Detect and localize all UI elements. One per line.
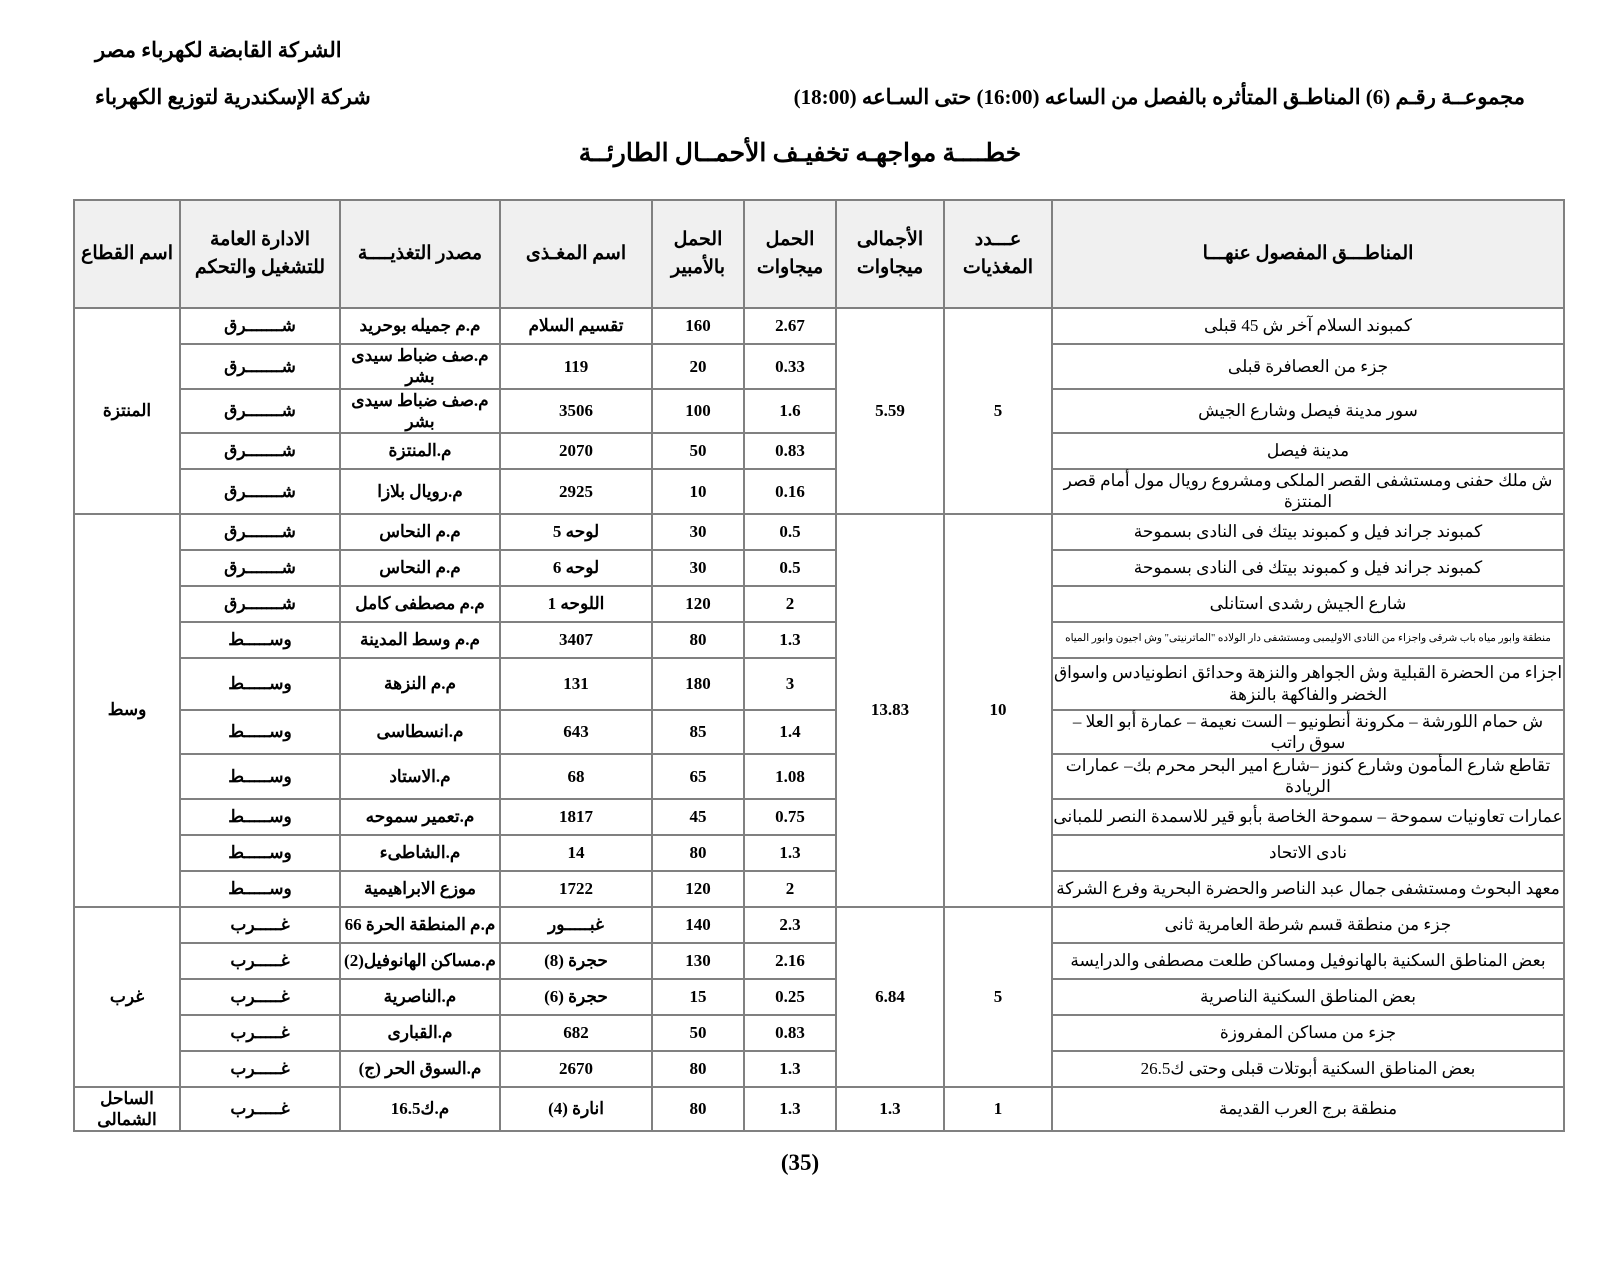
cell-source: م.م جميله بوحريد <box>340 308 500 344</box>
cell-feeder-name: 2670 <box>500 1051 652 1087</box>
cell-load-amp: 180 <box>652 658 744 710</box>
cell-areas: جزء من العصافرة قبلى <box>1052 344 1564 389</box>
cell-load-amp: 45 <box>652 799 744 835</box>
cell-load-amp: 30 <box>652 514 744 550</box>
cell-source: م.انسطاسى <box>340 710 500 755</box>
cell-areas: بعض المناطق السكنية الناصرية <box>1052 979 1564 1015</box>
cell-total-mw: 5.59 <box>836 308 944 514</box>
col-header-load-mw-l1: الحمل <box>765 229 815 251</box>
company-holding-name: الشركة القابضة لكهرباء مصر <box>95 38 342 62</box>
header-line-group <box>0 85 1600 110</box>
cell-load-mw: 0.5 <box>744 514 836 550</box>
table-row <box>74 943 1564 979</box>
cell-areas: منطقة وابور مياه باب شرقى واجزاء من النادى الاوليمبى ومستشفى دار الولاده "الماترنيتى" وش اجيون وابور المياه <box>1052 622 1564 658</box>
cell-admin: غـــــرب <box>180 907 340 943</box>
col-header-sector-label: اسم القطاع <box>81 243 173 265</box>
cell-admin: وســـــط <box>180 799 340 835</box>
table-row <box>74 389 1564 434</box>
cell-load-amp: 120 <box>652 586 744 622</box>
col-header-feeder-name <box>500 200 652 308</box>
cell-feeder-name: 1817 <box>500 799 652 835</box>
cell-load-mw: 3 <box>744 658 836 710</box>
cell-feeder-name: تقسيم السلام <box>500 308 652 344</box>
cell-feeder-name: انارة (4) <box>500 1087 652 1132</box>
cell-source: م.تعمير سموحه <box>340 799 500 835</box>
document-page <box>0 38 1600 1274</box>
cell-areas: كمبوند جراند فيل و كمبوند بيتك فى النادى بسموحة <box>1052 550 1564 586</box>
cell-load-mw: 1.3 <box>744 835 836 871</box>
table-row <box>74 835 1564 871</box>
cell-load-amp: 85 <box>652 710 744 755</box>
cell-load-amp: 120 <box>652 871 744 907</box>
cell-load-mw: 1.3 <box>744 622 836 658</box>
cell-admin: غـــــرب <box>180 1087 340 1132</box>
cell-feeder-name: 2925 <box>500 469 652 514</box>
cell-load-mw: 2 <box>744 871 836 907</box>
col-header-total-mw-l1: الأجمالى <box>856 229 924 251</box>
cell-total-mw: 13.83 <box>836 514 944 907</box>
col-header-feeder-count <box>944 200 1052 308</box>
col-header-source-label: مصدر التغذيــــة <box>357 243 483 265</box>
cell-load-amp: 100 <box>652 389 744 434</box>
table-row <box>74 1087 1564 1132</box>
cell-areas: معهد البحوث ومستشفى جمال عبد الناصر والحضرة البحرية وفرع الشركة <box>1052 871 1564 907</box>
cell-source: م.م النحاس <box>340 550 500 586</box>
table-row <box>74 550 1564 586</box>
emergency-load-shedding-table <box>73 199 1565 1132</box>
col-header-load-mw <box>744 200 836 308</box>
cell-sector: المنتزة <box>74 308 180 514</box>
cell-source: م.صف ضباط سيدى بشر <box>340 389 500 434</box>
cell-feeder-name: حجرة (6) <box>500 979 652 1015</box>
table-row <box>74 979 1564 1015</box>
cell-areas: نادى الاتحاد <box>1052 835 1564 871</box>
cell-admin: شـــــــرق <box>180 433 340 469</box>
cell-source: م.القبارى <box>340 1015 500 1051</box>
cell-areas: كمبوند جراند فيل و كمبوند بيتك فى النادى بسموحة <box>1052 514 1564 550</box>
cell-load-amp: 15 <box>652 979 744 1015</box>
cell-areas: بعض المناطق السكنية أبوتلات قبلى وحتى ك26.5 <box>1052 1051 1564 1087</box>
cell-total-mw: 6.84 <box>836 907 944 1087</box>
cell-sector: غرب <box>74 907 180 1087</box>
cell-load-mw: 1.6 <box>744 389 836 434</box>
table-header <box>74 200 1564 308</box>
cell-feeder-name: غبـــــور <box>500 907 652 943</box>
cell-feeder-name: 3407 <box>500 622 652 658</box>
cell-admin: وســـــط <box>180 658 340 710</box>
cell-areas: مدينة فيصل <box>1052 433 1564 469</box>
col-header-total-mw-stack <box>840 226 940 281</box>
cell-feeder-name: 3506 <box>500 389 652 434</box>
col-header-feeder-count-stack <box>948 226 1048 281</box>
cell-feeder-name: 14 <box>500 835 652 871</box>
cell-load-mw: 0.16 <box>744 469 836 514</box>
cell-load-amp: 130 <box>652 943 744 979</box>
col-header-admin <box>180 200 340 308</box>
cell-sector: الساحل الشمالى <box>74 1087 180 1132</box>
page-number: (35) <box>780 1150 820 1175</box>
cell-admin: غـــــرب <box>180 943 340 979</box>
col-header-admin-stack <box>184 226 336 281</box>
table-row <box>74 1015 1564 1051</box>
cell-feeder-name: حجرة (8) <box>500 943 652 979</box>
table-row <box>74 710 1564 755</box>
cell-feeder-name: اللوحه 1 <box>500 586 652 622</box>
col-header-total-mw <box>836 200 944 308</box>
table-row <box>74 622 1564 658</box>
cell-admin: شـــــــرق <box>180 550 340 586</box>
cell-admin: شـــــــرق <box>180 308 340 344</box>
cell-source: م.المنتزة <box>340 433 500 469</box>
cell-admin: غـــــرب <box>180 1015 340 1051</box>
table-body <box>74 308 1564 1131</box>
cell-load-amp: 10 <box>652 469 744 514</box>
cell-areas: جزء من مساكن المفروزة <box>1052 1015 1564 1051</box>
cell-source: م.صف ضباط سيدى بشر <box>340 344 500 389</box>
cell-feeder-name: 119 <box>500 344 652 389</box>
page-title: خطــــة مواجهـه تخفيـف الأحمــال الطارئــة <box>578 140 1022 167</box>
table-row <box>74 514 1564 550</box>
cell-admin: وســـــط <box>180 871 340 907</box>
cell-load-amp: 30 <box>652 550 744 586</box>
cell-load-amp: 140 <box>652 907 744 943</box>
header-line-holding <box>0 38 1600 63</box>
table-row <box>74 469 1564 514</box>
table-row <box>74 871 1564 907</box>
cell-load-mw: 0.5 <box>744 550 836 586</box>
cell-load-mw: 1.08 <box>744 754 836 799</box>
col-header-load-amp-l2: بالأمبير <box>670 257 726 278</box>
col-header-admin-l2: للتشغيل والتحكم <box>194 257 326 278</box>
cell-feeder-count: 1 <box>944 1087 1052 1132</box>
cell-admin: شـــــــرق <box>180 469 340 514</box>
cell-load-amp: 80 <box>652 835 744 871</box>
cell-load-mw: 2.16 <box>744 943 836 979</box>
cell-load-amp: 65 <box>652 754 744 799</box>
cell-admin: شـــــــرق <box>180 514 340 550</box>
table-row <box>74 907 1564 943</box>
cell-areas: ش حمام اللورشة – مكرونة أنطونيو – الست نعيمة – عمارة أبو العلا – سوق راتب <box>1052 710 1564 755</box>
cell-areas: ش ملك حفنى ومستشفى القصر الملكى ومشروع رويال مول أمام قصر المنتزة <box>1052 469 1564 514</box>
table-row <box>74 308 1564 344</box>
table-row <box>74 1051 1564 1087</box>
plan-table-container <box>75 199 1565 1132</box>
cell-admin: وســـــط <box>180 835 340 871</box>
col-header-load-amp-stack <box>656 226 740 281</box>
cell-admin: غـــــرب <box>180 1051 340 1087</box>
cell-source: م.ك16.5 <box>340 1087 500 1132</box>
cell-areas: تقاطع شارع المأمون وشارع كنوز –شارع امير البحر محرم بك– عمارات الريادة <box>1052 754 1564 799</box>
cell-load-amp: 50 <box>652 433 744 469</box>
col-header-areas-label: المناطـــق المفصول عنهـــا <box>1202 243 1414 265</box>
cell-feeder-name: 2070 <box>500 433 652 469</box>
col-header-load-amp-l1: الحمل <box>673 229 723 251</box>
col-header-load-amp <box>652 200 744 308</box>
cell-areas: بعض المناطق السكنية بالهانوفيل ومساكن طلعت مصطفى والدرايسة <box>1052 943 1564 979</box>
cell-areas: منطقة برج العرب القديمة <box>1052 1087 1564 1132</box>
col-header-admin-l1: الادارة العامة <box>209 229 311 251</box>
cell-load-amp: 80 <box>652 622 744 658</box>
cell-load-mw: 0.83 <box>744 433 836 469</box>
cell-admin: شـــــــرق <box>180 344 340 389</box>
cell-admin: وســـــط <box>180 754 340 799</box>
cell-admin: وســـــط <box>180 710 340 755</box>
cell-feeder-name: 682 <box>500 1015 652 1051</box>
cell-source: م.الاستاد <box>340 754 500 799</box>
cell-source: م.مساكن الهانوفيل(2) <box>340 943 500 979</box>
cell-feeder-name: 68 <box>500 754 652 799</box>
cell-load-amp: 50 <box>652 1015 744 1051</box>
cell-load-mw: 0.83 <box>744 1015 836 1051</box>
cell-load-mw: 1.3 <box>744 1051 836 1087</box>
cell-source: م.الشاطىء <box>340 835 500 871</box>
cell-areas: شارع الجيش رشدى استانلى <box>1052 586 1564 622</box>
cell-feeder-name: لوحه 5 <box>500 514 652 550</box>
cell-areas: عمارات تعاونيات سموحة – سموحة الخاصة بأبو قير للاسمدة النصر للمبانى <box>1052 799 1564 835</box>
cell-areas: كمبوند السلام آخر ش 45 قبلى <box>1052 308 1564 344</box>
cell-feeder-name: 643 <box>500 710 652 755</box>
cell-feeder-name: لوحه 6 <box>500 550 652 586</box>
cell-source: م.م النزهة <box>340 658 500 710</box>
cell-source: م.السوق الحر (ج) <box>340 1051 500 1087</box>
cell-load-mw: 2.3 <box>744 907 836 943</box>
col-header-sector <box>74 200 180 308</box>
cell-load-amp: 80 <box>652 1051 744 1087</box>
company-distribution-name: شركة الإسكندرية لتوزيع الكهرباء <box>95 85 371 109</box>
cell-sector: وسط <box>74 514 180 907</box>
col-header-feeder-name-label: اسم المغـذى <box>525 243 627 265</box>
col-header-source <box>340 200 500 308</box>
table-header-row <box>74 200 1564 308</box>
cell-areas: جزء من منطقة قسم شرطة العامرية ثانى <box>1052 907 1564 943</box>
col-header-feeder-count-l1: عـــدد <box>974 229 1022 251</box>
cell-admin: شـــــــرق <box>180 389 340 434</box>
col-header-load-mw-l2: ميجاوات <box>756 257 824 278</box>
cell-feeder-name: 131 <box>500 658 652 710</box>
cell-load-mw: 1.4 <box>744 710 836 755</box>
cell-feeder-count: 5 <box>944 907 1052 1087</box>
cell-source: موزع الابراهيمية <box>340 871 500 907</box>
cell-areas: اجزاء من الحضرة القبلية وش الجواهر والنزهة وحدائق انطونيادس واسواق الخضر والفاكهة بالنزهة <box>1052 658 1564 710</box>
cell-source: م.الناصرية <box>340 979 500 1015</box>
cell-source: م.رويال بلازا <box>340 469 500 514</box>
cell-admin: غـــــرب <box>180 979 340 1015</box>
cell-load-amp: 160 <box>652 308 744 344</box>
cell-load-amp: 20 <box>652 344 744 389</box>
cell-load-mw: 0.33 <box>744 344 836 389</box>
cell-source: م.م وسط المدينة <box>340 622 500 658</box>
group-subtitle: مجموعــة رقـم (6) المناطـق المتأثره بالفصل من الساعه (16:00) حتى السـاعه (18:00) <box>793 85 1525 109</box>
cell-feeder-count: 10 <box>944 514 1052 907</box>
cell-feeder-count: 5 <box>944 308 1052 514</box>
cell-load-amp: 80 <box>652 1087 744 1132</box>
cell-load-mw: 2 <box>744 586 836 622</box>
cell-feeder-name: 1722 <box>500 871 652 907</box>
table-row <box>74 799 1564 835</box>
cell-admin: شـــــــرق <box>180 586 340 622</box>
cell-load-mw: 1.3 <box>744 1087 836 1132</box>
cell-areas: سور مدينة فيصل وشارع الجيش <box>1052 389 1564 434</box>
cell-source: م.م مصطفى كامل <box>340 586 500 622</box>
cell-load-mw: 0.25 <box>744 979 836 1015</box>
table-row <box>74 344 1564 389</box>
table-row <box>74 433 1564 469</box>
cell-admin: وســـــط <box>180 622 340 658</box>
col-header-feeder-count-l2: المغذيات <box>962 257 1034 278</box>
table-row <box>74 754 1564 799</box>
col-header-total-mw-l2: ميجاوات <box>856 257 924 278</box>
cell-source: م.م المنطقة الحرة 66 <box>340 907 500 943</box>
cell-total-mw: 1.3 <box>836 1087 944 1132</box>
col-header-load-mw-stack <box>748 226 832 281</box>
table-row <box>74 658 1564 710</box>
cell-load-mw: 0.75 <box>744 799 836 835</box>
cell-load-mw: 2.67 <box>744 308 836 344</box>
col-header-areas <box>1052 200 1564 308</box>
table-row <box>74 586 1564 622</box>
cell-source: م.م النحاس <box>340 514 500 550</box>
